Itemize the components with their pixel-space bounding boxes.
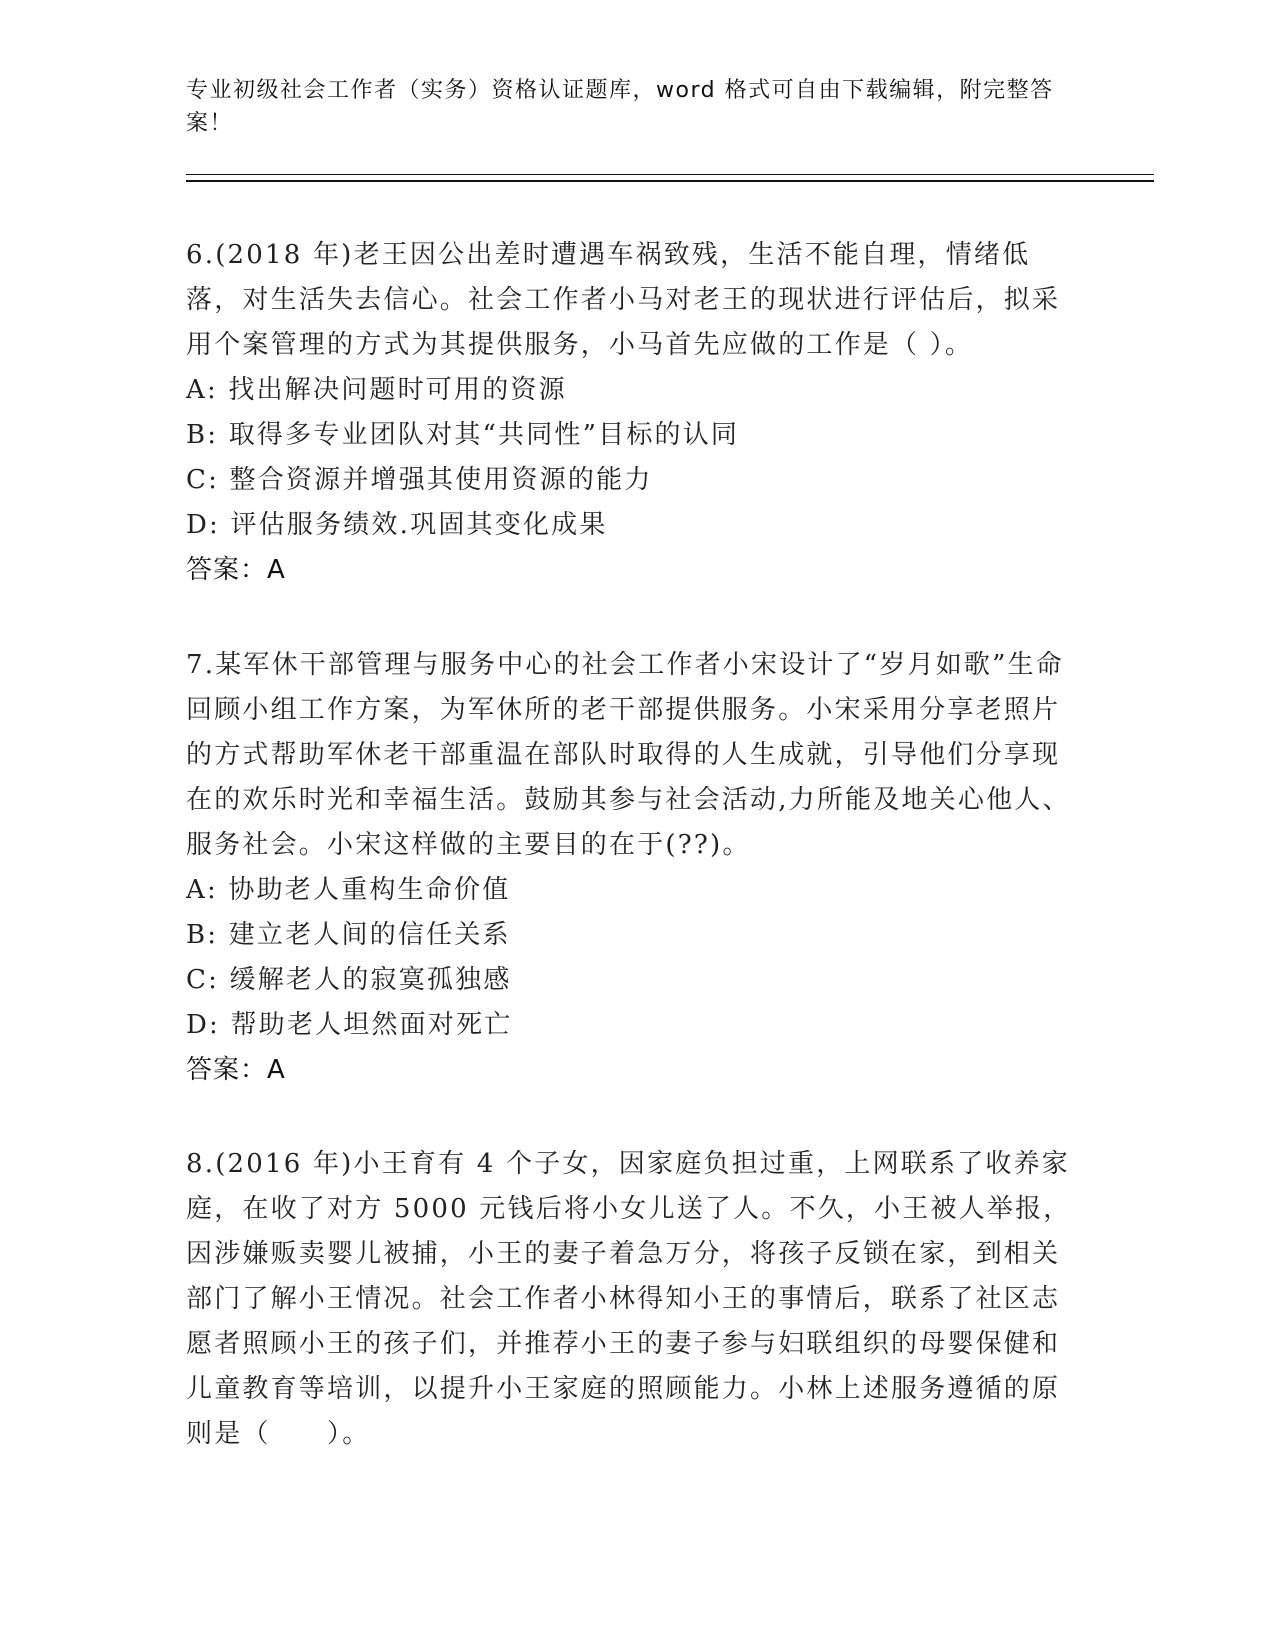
option-a: A: 协助老人重构生命价值 — [186, 875, 511, 905]
option-a: A: 找出解决问题时可用的资源 — [186, 375, 567, 405]
question-stem: 8.(2016 年)小王育有 4 个子女，因家庭负担过重，上网联系了收养家庭，在收了对方 5000 元钱后将小女儿送了人。不久，小王被人举报，因涉嫌贩卖婴儿被捕，小王的妻子着急万分，将孩子反锁在家，到相关部门了解小王情况。社会工作者小林得知小王的事情后，联系了社区志愿者照顾小王的孩子们，并推荐小王的妻子参与妇联组织的母婴保健和儿童教育等培训，以提升小王家庭的照顾能力。小林上述服务遵循的原则是（ ）。 — [186, 1149, 1072, 1449]
option-d: D: 帮助老人坦然面对死亡 — [186, 1010, 513, 1040]
document-header: 专业初级社会工作者（实务）资格认证题库，word 格式可自由下载编辑，附完整答案！ — [186, 78, 1054, 136]
answer-label: 答案：A — [186, 1055, 286, 1085]
option-c: C: 缓解老人的寂寞孤独感 — [186, 965, 512, 995]
option-c: C: 整合资源并增强其使用资源的能力 — [186, 465, 653, 495]
answer-label: 答案：A — [186, 555, 286, 585]
question-stem: 6.(2018 年)老王因公出差时遭遇车祸致残，生活不能自理，情绪低落，对生活失去信心。社会工作者小马对老王的现状进行评估后，拟采用个案管理的方式为其提供服务，小马首先应做的工作是（ ）。 — [186, 240, 1061, 360]
question-stem: 7.某军休干部管理与服务中心的社会工作者小宋设计了“岁月如歌”生命回顾小组工作方案，为军休所的老干部提供服务。小宋采用分享老照片的方式帮助军休老干部重温在部队时取得的人生成就，引导他们分享现在的欢乐时光和幸福生活。鼓励其参与社会活动,力所能及地关心他人、服务社会。小宋这样做的主要目的在于(??)。 — [186, 650, 1071, 860]
question-6 — [186, 233, 1086, 593]
option-b: B: 建立老人间的信任关系 — [186, 920, 511, 950]
header-divider-thin — [186, 174, 1154, 175]
question-8 — [186, 1142, 1086, 1457]
option-b: B: 取得多专业团队对其“共同性”目标的认同 — [186, 420, 740, 450]
question-7 — [186, 643, 1086, 1093]
header-divider-thick — [186, 180, 1154, 182]
option-d: D: 评估服务绩效.巩固其变化成果 — [186, 510, 608, 540]
